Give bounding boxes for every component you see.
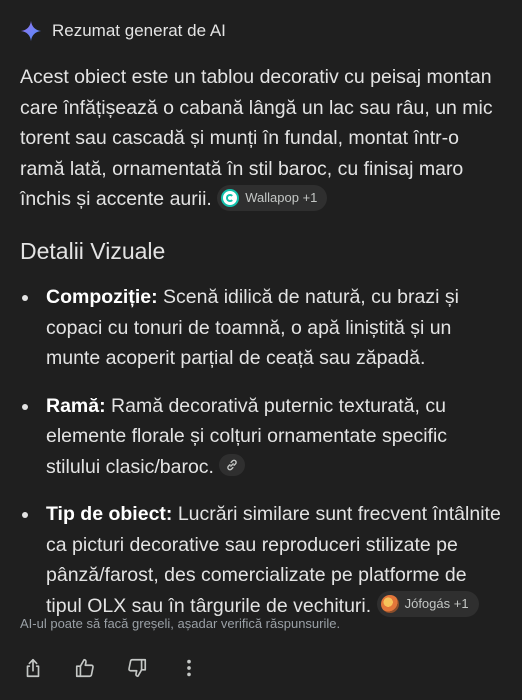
ai-overview-header (20, 20, 226, 42)
gemini-sparkle-icon (20, 20, 42, 42)
thumbs-up-icon (74, 657, 96, 679)
source-chip-label: Jófogás +1 (404, 596, 469, 612)
ai-overview-title: Rezumat generat de AI (52, 21, 226, 40)
summary-paragraph (20, 62, 504, 215)
feedback-actions (20, 655, 202, 681)
wallapop-favicon-icon (221, 189, 239, 207)
list-item (20, 282, 504, 374)
thumbs-down-icon (126, 657, 148, 679)
thumbs-up-button[interactable] (72, 655, 98, 681)
list-item-text: Ramă decorativă puternic texturată, cu elemente florale și colțuri ornamentate specific stilului clasic/baroc. (46, 394, 448, 478)
share-icon (22, 657, 44, 679)
thumbs-down-button[interactable] (124, 655, 150, 681)
source-chip-label: Wallapop +1 (245, 189, 318, 205)
list-item-text: Lucrări similare sunt frecvent întâlnite ca picturi decorative sau reproduceri stilizate pe pânză/farost, des comercializate pe platforme de tipul OLX sau în târgurile de vechituri. (46, 503, 501, 617)
list-item-label: Compoziție: (46, 286, 158, 308)
share-button[interactable] (20, 655, 46, 681)
list-item-text: Scenă idilică de natură, cu brazi și copaci cu tonuri de toamnă, o apă liniștită și un munte acoperit parțial de ceață sau zăpadă. (46, 286, 459, 369)
link-icon (225, 458, 239, 472)
summary-text: Acest obiect este un tablou decorativ cu peisaj montan care înfățișează o cabană lângă un lac sau râu, un mic torent sau cascadă și munți în fundal, montat într-o ramă lată, ornamentată în stil baroc, cu finisaj maro închis și accente aurii. (20, 66, 493, 210)
source-chip-wallapop[interactable] (217, 185, 327, 211)
list-item-label: Ramă: (46, 394, 106, 417)
more-vertical-icon (178, 657, 200, 679)
source-chip-jofogas[interactable] (377, 591, 479, 617)
list-item-label: Tip de obiect: (46, 503, 173, 525)
jofogas-favicon-icon (381, 595, 399, 613)
list-item (20, 391, 504, 483)
link-chip[interactable] (219, 454, 245, 476)
details-list (20, 282, 504, 621)
more-options-button[interactable] (176, 655, 202, 681)
section-title: Detalii Vizuale (20, 238, 166, 264)
disclaimer: AI-ul poate să facă greșeli, așadar verifică răspunsurile. (20, 616, 341, 631)
list-item (20, 499, 504, 621)
